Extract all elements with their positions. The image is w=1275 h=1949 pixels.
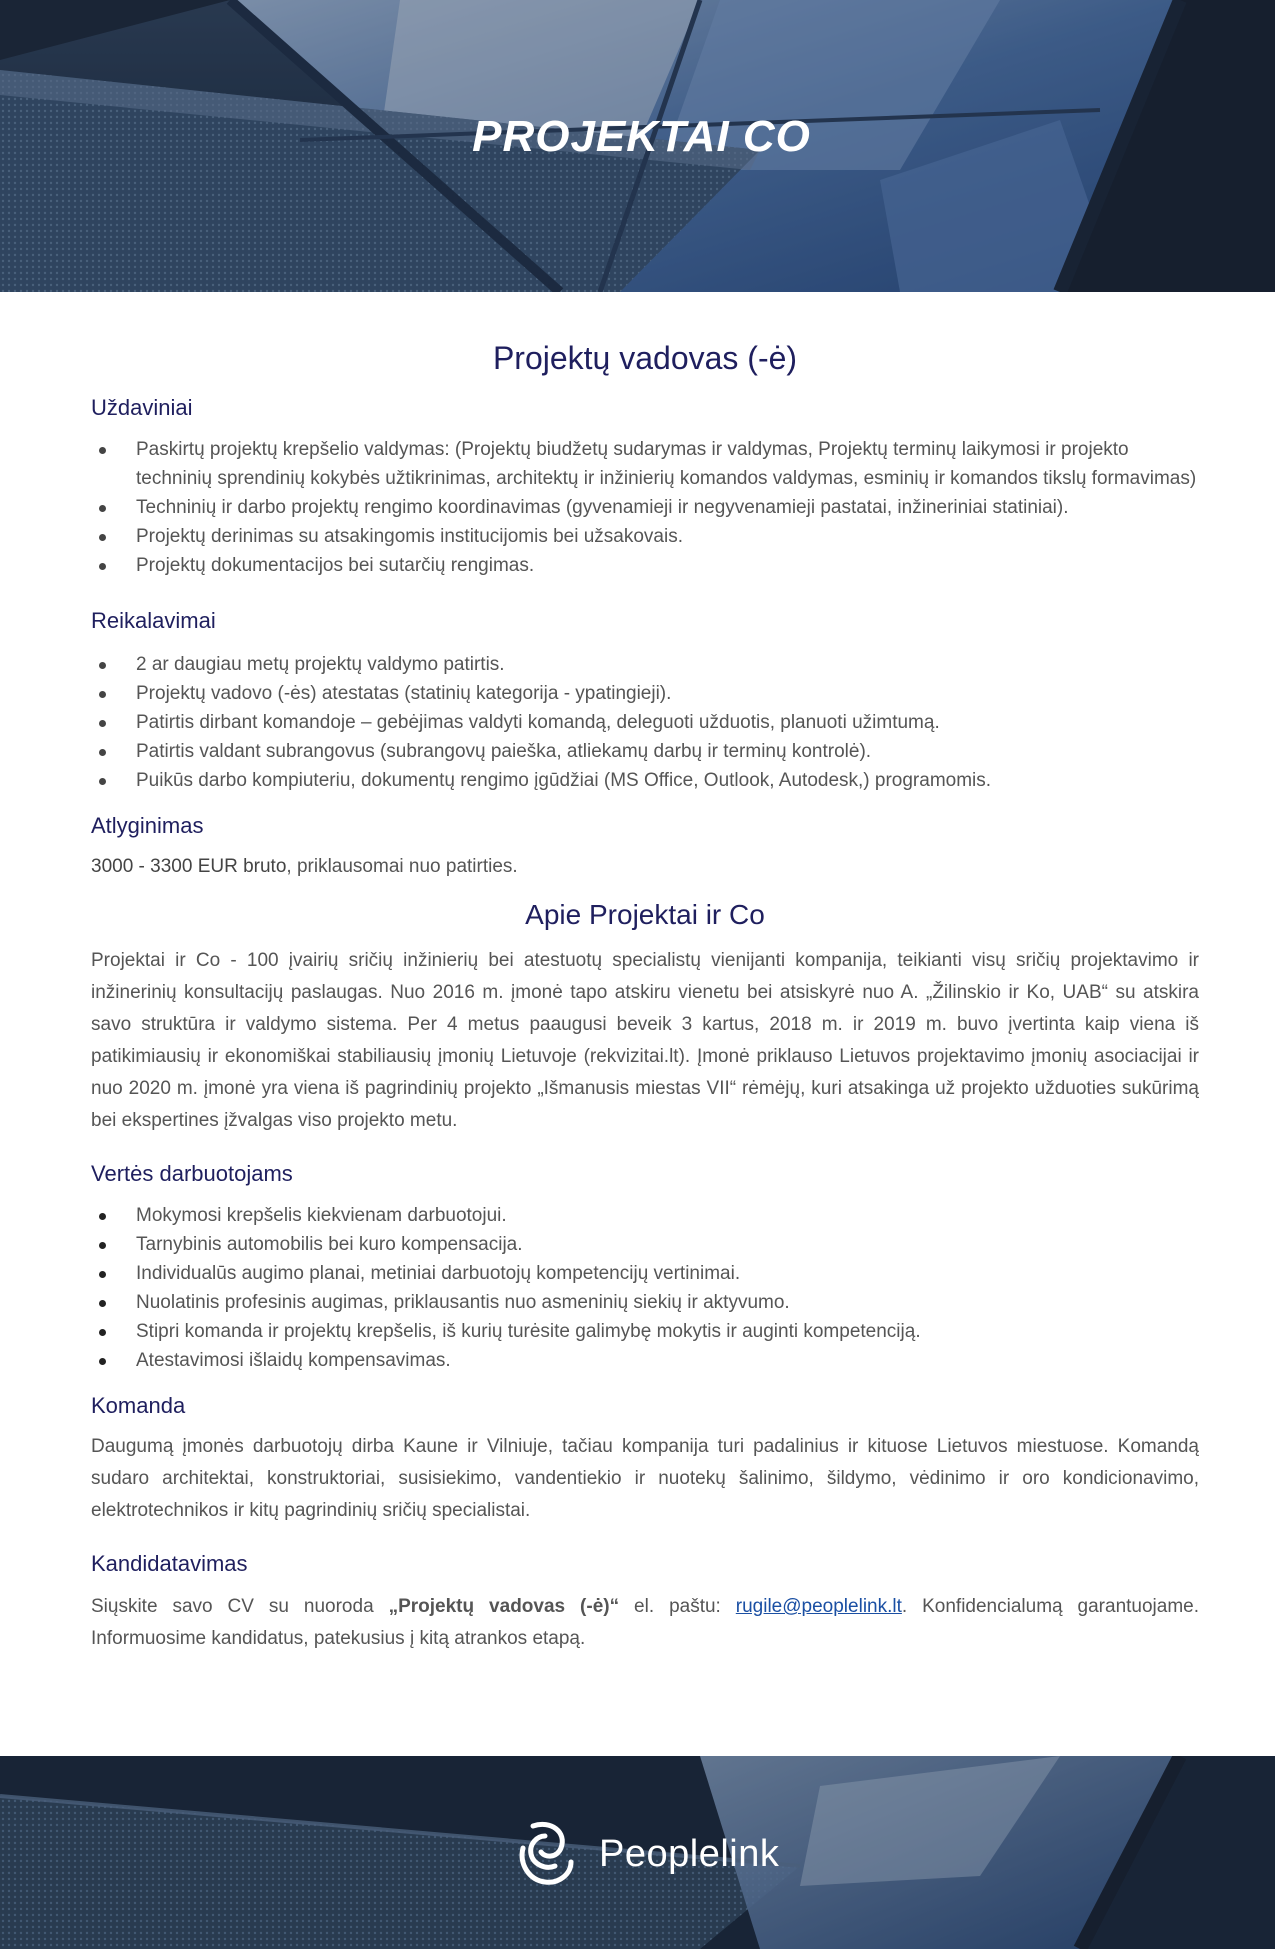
logo-text: Peoplelink [599,1832,780,1875]
list-item: Patirtis valdant subrangovus (subrangovų paieška, atliekamų darbų ir terminų kontrolė). [91,737,1199,766]
tasks-list [91,435,1199,580]
list-item: Nuolatinis profesinis augimas, priklausantis nuo asmeninių siekių ir aktyvumo. [91,1288,1199,1317]
list-item: Individualūs augimo planai, metiniai darbuotojų kompetencijų vertinimai. [91,1259,1199,1288]
list-item: Paskirtų projektų krepšelio valdymas: (Projektų biudžetų sudarymas ir valdymas, Projektų terminų laikymosi ir projekto techninių sprendinių kokybės užtikrinimas, architektų ir inžinierių komandos valdymas, esminių ir komandos tikslų formavimas) [91,435,1199,493]
job-title: Projektų vadovas (-ė) [492,340,798,376]
email-link[interactable]: rugile@peoplelink.lt [735,1596,902,1617]
about-text: Projektai ir Co - 100 įvairių sričių inžinierių bei atestuotų specialistų vienijanti kompanija, teikianti visų sričių projektavimo ir inžinerinių konsultacijų paslaugas. Nuo 2016 m. įmonė tapo atskiru vienetu bei atsiskyrė nuo A. „Žilinskio ir Ko, UAB“ su atskira savo struktūra ir valdymo sistema. Per 4 metus paaugusi beveik 3 kartus, 2018 m. ir 2019 m. buvo įvertinta kaip viena iš patikimiausių ir ekonomiškai stabiliausių įmonių Lietuvoje (rekvizitai.lt). Įmonė priklauso Lietuvos projektavimo įmonių asociacijai ir nuo 2020 m. įmonė yra viena iš pagrindinių projekto „Išmanusis miestas VII“ rėmėjų, kuri atsakinga už projekto užduoties sukūrimą bei ekspertines įžvalgas viso projekto metu. [91,950,1199,1131]
header-banner [0,0,1275,292]
salary-amount: 3000 - 3300 EUR bruto [91,856,287,877]
team-text: Daugumą įmonės darbuotojų dirba Kaune ir Vilniuje, tačiau kompanija turi padalinius ir kituose Lietuvos miestuose. Komandą sudaro architektai, konstruktoriai, susisiekimo, vandentiekio ir nuotekų šalinimo, šildymo, vėdinimo ir oro kondicionavimo, elektrotechnikos ir kitų pagrindinių sričių specialistai. [91,1436,1199,1521]
section-title-apply: Kandidatavimas [91,1551,248,1576]
salary-text [91,851,1199,883]
salary-note: , priklausomai nuo patirties. [286,856,518,877]
section-title-values: Vertės darbuotojams [91,1161,293,1186]
section-title-team: Komanda [91,1393,186,1418]
list-item: Patirtis dirbant komandoje – gebėjimas valdyti komandą, deleguoti užduotis, planuoti užimtumą. [91,708,1199,737]
peoplelink-logo-icon [515,1818,577,1890]
list-item: Stipri komanda ir projektų krepšelis, iš kurių turėsite galimybę mokytis ir auginti kompetenciją. [91,1317,1199,1346]
apply-middle: el. paštu: [619,1596,736,1617]
section-title-salary: Atlyginimas [91,813,204,838]
company-title: PROJEKTAI CO [472,112,811,161]
list-item: Projektų vadovo (-ės) atestatas (statinių kategorija - ypatingieji). [91,679,1199,708]
section-title-tasks: Uždaviniai [91,395,193,420]
apply-suffix: . Konfidencialumą garantuojame. Informuosime kandidatus, patekusius į kitą atrankos etapą. [91,1596,1200,1649]
main-content [91,330,1199,1655]
section-title-about: Apie Projektai ir Co [525,899,765,930]
list-item: Techninių ir darbo projektų rengimo koordinavimas (gyvenamieji ir negyvenamieji pastatai, inžineriniai statiniai). [91,493,1199,522]
section-title-requirements: Reikalavimai [91,608,216,633]
list-item: Projektų derinimas su atsakingomis institucijomis bei užsakovais. [91,522,1199,551]
list-item: Tarnybinis automobilis bei kuro kompensacija. [91,1230,1199,1259]
requirements-list [91,650,1199,795]
apply-reference: „Projektų vadovas (-ė)“ [388,1596,620,1617]
list-item: Puikūs darbo kompiuteriu, dokumentų rengimo įgūdžiai (MS Office, Outlook, Autodesk,) programomis. [91,766,1199,795]
list-item: Projektų dokumentacijos bei sutarčių rengimas. [91,551,1199,580]
apply-prefix: Siųskite savo CV su nuoroda [91,1596,389,1617]
list-item: 2 ar daugiau metų projektų valdymo patirtis. [91,650,1199,679]
list-item: Mokymosi krepšelis kiekvienam darbuotojui. [91,1201,1199,1230]
list-item: Atestavimosi išlaidų kompensavimas. [91,1346,1199,1375]
values-list [91,1201,1199,1375]
apply-text [91,1591,1199,1655]
peoplelink-logo [515,1814,779,1894]
footer-banner [0,1756,1275,1949]
